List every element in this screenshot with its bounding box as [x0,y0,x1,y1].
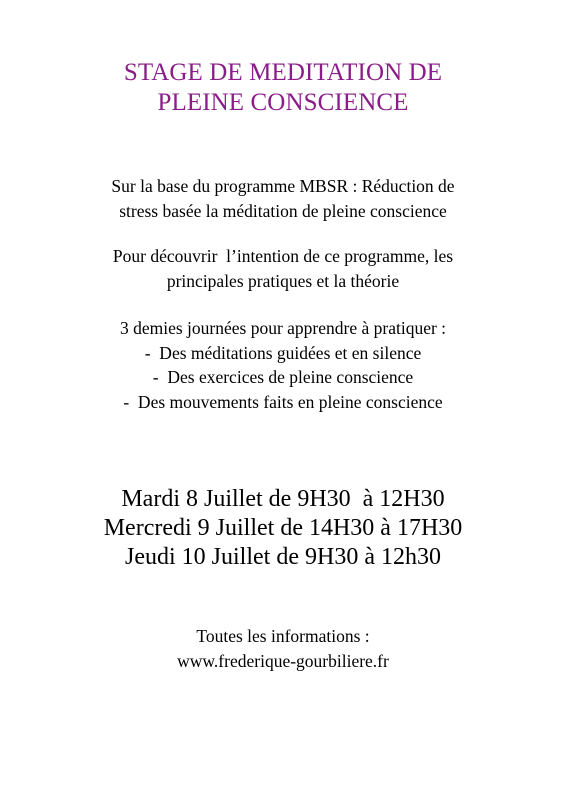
title-line-1: STAGE DE MEDITATION DE [123,59,443,86]
program-item-movements: - Des mouvements faits en pleine conscience [123,391,443,412]
date-thursday: Jeudi 10 Juillet de 9H30 à 12h30 [125,544,441,570]
date-tuesday: Mardi 8 Juillet de 9H30 à 12H30 [121,486,445,512]
intro-line-2: stress basée la méditation de pleine conscience [119,200,447,221]
info-label: Toutes les informations : [196,626,370,646]
program-item-meditations: - Des méditations guidées et en silence [144,342,422,363]
program-item-exercises: - Des exercices de pleine conscience [152,367,414,387]
discover-line-1: Pour découvrir l’intention de ce programme, les [112,246,454,266]
program-section [0,316,566,414]
info-section [0,624,566,674]
title-line-2: PLEINE CONSCIENCE [157,89,409,116]
discover-paragraph [0,244,566,293]
date-wednesday: Mercredi 9 Juillet de 14H30 à 17H30 [103,515,463,541]
page-title [0,58,566,118]
website-link[interactable]: www.frederique-gourbiliere.fr [177,651,389,671]
discover-line-2: principales pratiques et la théorie [166,270,400,291]
program-heading: 3 demies journées pour apprendre à pratiquer : [119,318,447,338]
intro-paragraph [0,174,566,223]
session-dates [0,485,566,572]
intro-line-1: Sur la base du programme MBSR : Réduction de [111,176,455,196]
